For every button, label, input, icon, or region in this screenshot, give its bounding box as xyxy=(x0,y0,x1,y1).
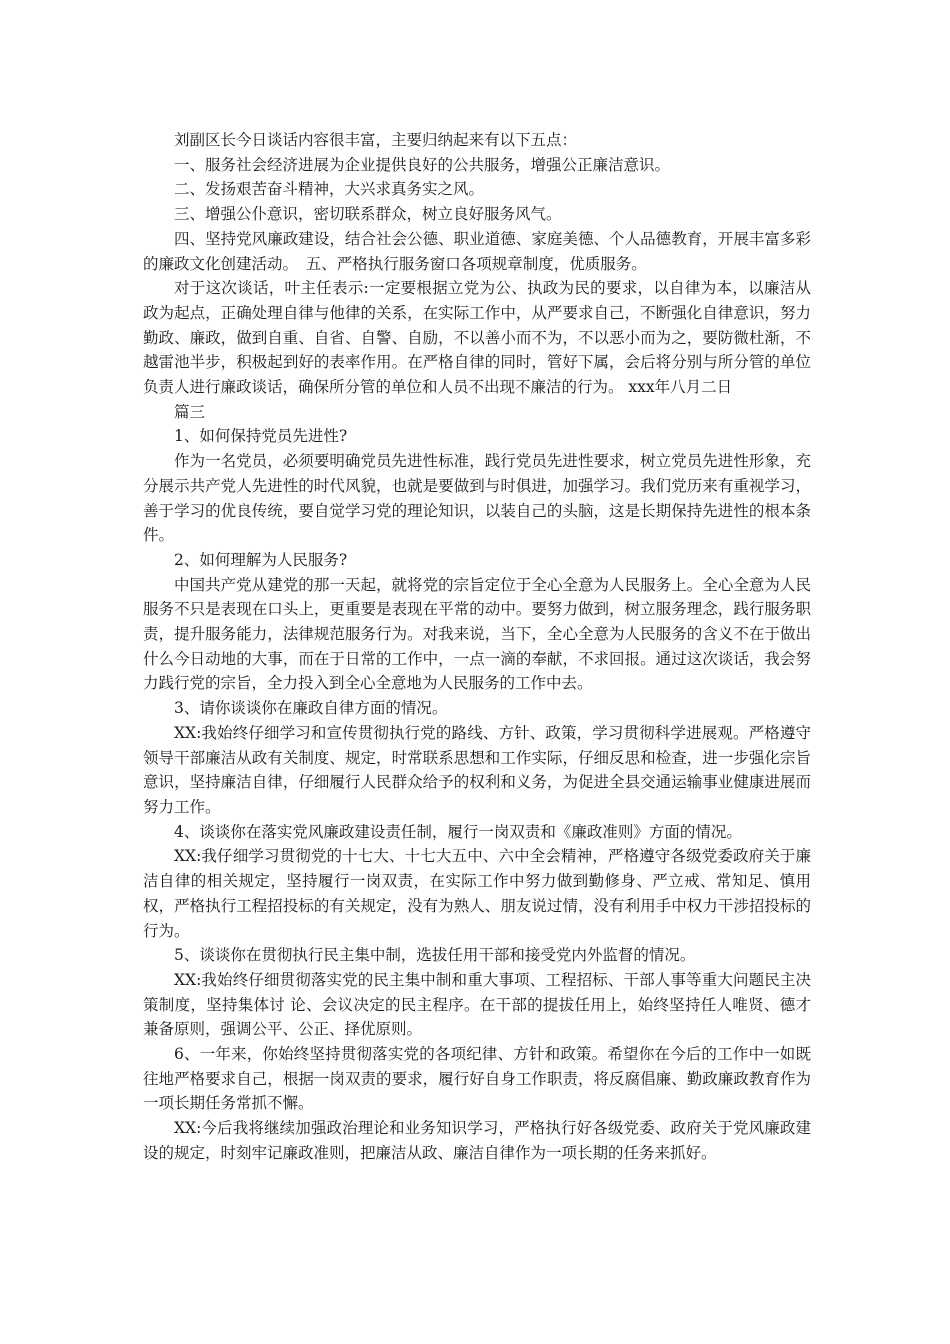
question-4: 4、谈谈你在落实党风廉政建设责任制，履行一岗双责和《廉政准则》方面的情况。 xyxy=(174,822,742,841)
section-heading: 篇三 xyxy=(174,402,206,421)
paragraph-response: 对于这次谈话，叶主任表示:一定要根据立党为公、执政为民的要求，以自律为本，以廉洁从政为起点，正确处理自律与他律的关系，在实际工作中，从严要求自己，不断强化自律意识，努力勤政、廉政，做到自重、自省、自警、自励，不以善小而不为，不以恶小而为之，要防微杜渐，不越雷池半步，积极起到好的表率作用。在严格自律的同时，管好下属，会后将分别与所分管的单位负责人进行廉政谈话，确保所分管的单位和人员不出现不廉洁的行为。 xxx年八月二日 xyxy=(143,279,811,397)
paragraph-point-1: 一、服务社会经济进展为企业提供良好的公共服务，增强公正廉洁意识。 xyxy=(174,155,671,174)
question-1: 1、如何保持党员先进性? xyxy=(174,427,348,446)
question-5: 5、谈谈你在贯彻执行民主集中制，选拔任用干部和接受党内外监督的情况。 xyxy=(174,946,696,965)
answer-4: XX:我仔细学习贯彻党的十七大、十七大五中、六中全会精神，严格遵守各级党委政府关于廉洁自律的相关规定，坚持履行一岗双责，在实际工作中努力做到勤修身、严立戒、常知足、慎用权，严格执行工程招投标的有关规定，没有为熟人、朋友说过情，没有利用手中权力干涉招投标的行为。 xyxy=(143,847,811,940)
answer-1: 作为一名党员，必须要明确党员先进性标准，践行党员先进性要求，树立党员先进性形象，充分展示共产党人先进性的时代风貌，也就是要做到与时俱进，加强学习。我们党历来有重视学习，善于学习的优良传统，要自觉学习党的理论知识，以装自己的头脑，这是长期保持先进性的根本条件。 xyxy=(143,452,811,545)
answer-5: XX:我始终仔细贯彻落实党的民主集中制和重大事项、工程招标、干部人事等重大问题民主决策制度，坚持集体讨 论、会议决定的民主程序。在干部的提拔任用上，始终坚持任人唯贤、德才兼备原则，强调公平、公正、择优原则。 xyxy=(143,970,811,1039)
question-2: 2、如何理解为人民服务? xyxy=(174,550,348,569)
question-6: 6、一年来，你始终坚持贯彻落实党的各项纪律、方针和政策。希望你在今后的工作中一如既往地严格要求自己，根据一岗双责的要求，履行好自身工作职责，将反腐倡廉、勤政廉政教育作为一项长期任务常抓不懈。 xyxy=(143,1045,811,1113)
paragraph-point-2: 二、发扬艰苦奋斗精神，大兴求真务实之风。 xyxy=(174,180,485,199)
document-page xyxy=(143,128,811,1166)
answer-2: 中国共产党从建党的那一天起，就将党的宗旨定位于全心全意为人民服务上。全心全意为人民服务不只是表现在口头上，更重要是表现在平常的动中。要努力做到，树立服务理念，践行服务职责，提升服务能力，法律规范服务行为。对我来说，当下，全心全意为人民服务的含义不在于做出什么今日动地的大事，而在于日常的工作中，一点一滴的奉献，不求回报。通过这次谈话，我会努力践行党的宗旨，全力投入到全心全意地为人民服务的工作中去。 xyxy=(143,575,811,693)
paragraph-point-3: 三、增强公仆意识，密切联系群众，树立良好服务风气。 xyxy=(174,205,562,224)
paragraph-point-4-5: 四、坚持党风廉政建设，结合社会公德、职业道德、家庭美德、个人品德教育，开展丰富多彩的廉政文化创建活动。 五、严格执行服务窗口各项规章制度，优质服务。 xyxy=(143,229,811,273)
answer-3: XX:我始终仔细学习和宣传贯彻执行党的路线、方针、政策，学习贯彻科学进展观。严格遵守领导干部廉洁从政有关制度、规定，时常联系思想和工作实际，仔细反思和检查，进一步强化宗旨意识，坚持廉洁自律，仔细履行人民群众给予的权利和义务，为促进全县交通运输事业健康进展而努力工作。 xyxy=(143,723,811,816)
question-3: 3、请你谈谈你在廉政自律方面的情况。 xyxy=(174,699,448,718)
answer-6: XX:今后我将继续加强政治理论和业务知识学习，严格执行好各级党委、政府关于党风廉政建设的规定，时刻牢记廉政准则，把廉洁从政、廉洁自律作为一项长期的任务来抓好。 xyxy=(143,1119,811,1162)
paragraph-intro-summary: 刘副区长今日谈话内容很丰富，主要归纳起来有以下五点： xyxy=(174,131,578,149)
